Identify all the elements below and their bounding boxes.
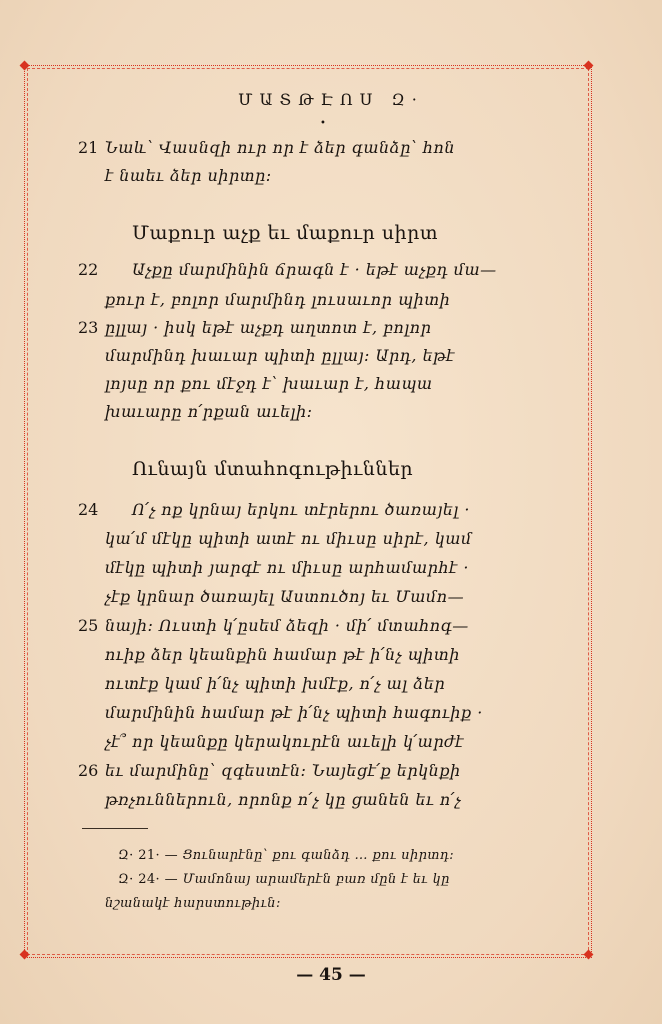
verse-number-25: 25 [78, 616, 99, 635]
verse-number-24: 24 [78, 500, 99, 519]
text-line: է նաեւ ձեր սիրտը: [105, 166, 272, 185]
text-line: Աչքը մարմինին ճրագն է · եթէ աչքդ մա— [132, 260, 497, 279]
footnote-2 [118, 872, 450, 887]
text-line: խաւարը ո՛րքան աւելի: [105, 402, 313, 421]
text-line: մէկը պիտի յարգէ ու միւսը արհամարհէ · [105, 558, 469, 577]
text-line: թռչուններուն, որոնք ո՛չ կը ցանեն եւ ո՛չ [105, 790, 462, 809]
text-line: եւ մարմինը՝ զգեստէն: Նայեցէ՛ք երկնքի [105, 761, 461, 780]
text-line: ուիք ձեր կեանքին համար թէ ի՛նչ պիտի [105, 645, 460, 664]
footnote-2-continuation: նշանակէ հարստութիւն: [105, 896, 281, 911]
text-line: ըլլայ · իսկ եթէ աչքդ աղտոտ է, բոլոր [105, 318, 432, 337]
verse-number-21: 21 [78, 138, 99, 157]
text-line: չէք կրնար ծառայել Աստուծոյ եւ Մամո— [105, 587, 465, 606]
text-line: մարմինին համար թէ ի՛նչ պիտի հագուիք · [105, 703, 483, 722]
text-line: Ո՛չ ոք կրնայ երկու տէրերու ծառայել · [132, 500, 470, 519]
section-heading: Ունայն մտահոգութիւններ [132, 458, 414, 480]
footnote-ref: Զ· 21· — [118, 848, 179, 863]
text-line: չէ՞ որ կեանքը կերակուրէն աւելի կ՛արժէ [105, 732, 465, 751]
text-line: Նաև՝ Վասնզի ուր որ է ձեր գանձը՝ հոն [105, 138, 456, 157]
footnote-1 [118, 848, 454, 863]
running-header: ՄԱՏԹԷՈՍ Զ· [238, 90, 424, 109]
text-line: ուտէք կամ ի՛նչ պիտի խմէք, ո՛չ ալ ձեր [105, 674, 446, 693]
footnote-rule [82, 828, 148, 829]
page-number: — 45 — [296, 965, 366, 985]
footnote-ref: Զ· 24· — [118, 872, 179, 887]
text-line: մարմինդ խաւար պիտի ըլլայ: Արդ, եթէ [105, 346, 455, 365]
verse-number-23: 23 [78, 318, 99, 337]
footnote-text: Մամոնայ արամերէն բառ մըն է եւ կը [182, 872, 450, 887]
text-line: քուր է, բոլոր մարմինդ լուսաւոր պիտի [105, 290, 451, 309]
header-dot: • [320, 118, 326, 129]
section-heading: Մաքուր աչք եւ մաքուր սիրտ [132, 222, 439, 244]
text-line: նայի: Ուստի կ՛ըսեմ ձեզի · մի՛ մտահոգ— [105, 616, 469, 635]
text-line: կա՛մ մէկը պիտի ատէ ու միւսը սիրէ, կամ [105, 529, 472, 548]
footnote-text: Ցունարէնը՝ քու գանձդ … քու սիրտդ: [182, 848, 455, 863]
verse-number-26: 26 [78, 761, 99, 780]
verse-number-22: 22 [78, 260, 99, 279]
text-line: լոյսը որ քու մէջդ է՝ խաւար է, հապա [105, 374, 433, 393]
